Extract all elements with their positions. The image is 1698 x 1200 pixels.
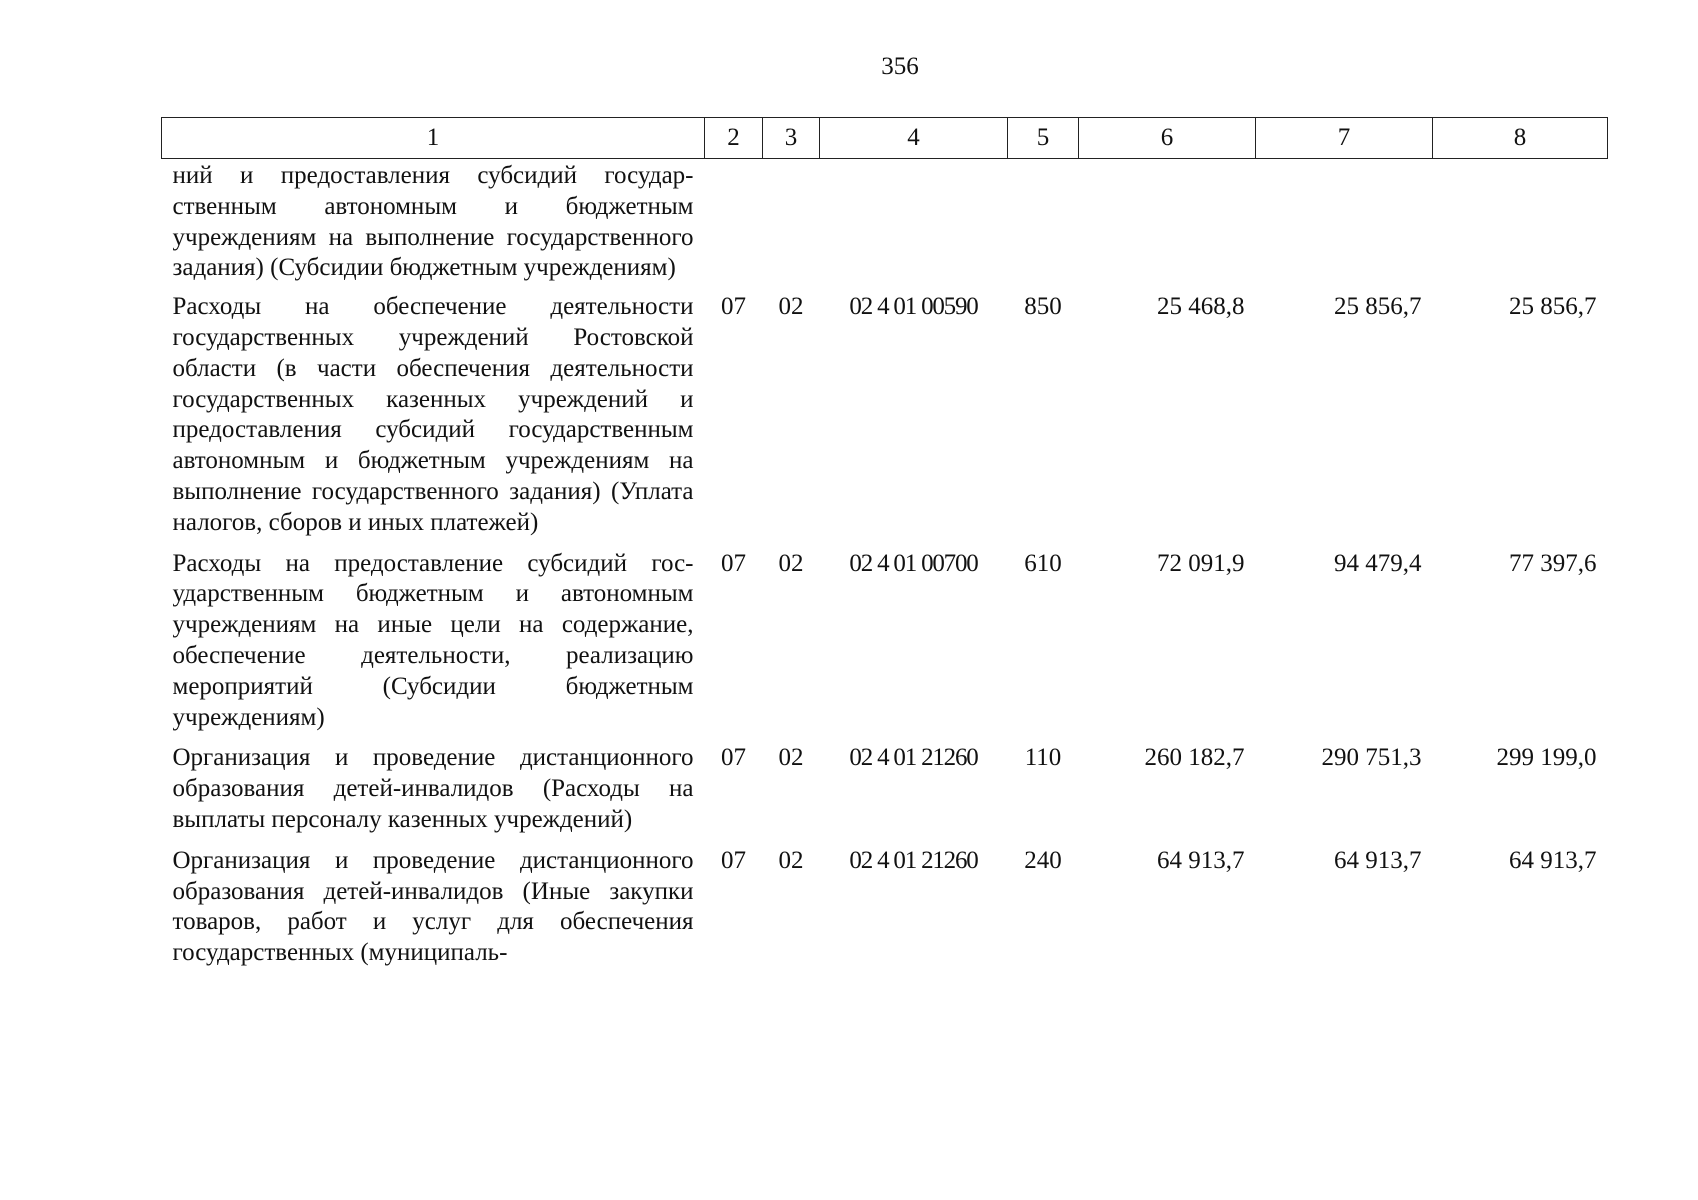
page-number: 356 <box>881 53 919 80</box>
empty-cell <box>1256 159 1433 291</box>
column-header-4: 4 <box>820 118 1008 159</box>
row-target-article-code: 02 4 01 21260 <box>849 744 978 772</box>
row-subsection-code: 02 <box>778 549 804 577</box>
row-section-code: 07 <box>721 846 746 874</box>
row-target-article-code: 02 4 01 00700 <box>849 549 978 577</box>
row-amount-col7: 290 751,3 <box>1321 744 1422 772</box>
row-amount-col8: 77 397,6 <box>1509 549 1597 577</box>
row-amount-col8: 64 913,7 <box>1509 846 1597 874</box>
row-amount-col6: 72 091,9 <box>1157 549 1245 577</box>
header-row <box>162 118 1608 159</box>
row-description: Расходы на обеспечение деятельности государственных учреждений Ростовской области (в части обеспечения деятельности государственных казенных учреждений и предоставления субсидий государственным автономным и бюджетным учреждениям на выполнение государственного задания) (Уплата налогов, сборов и иных платежей) <box>172 293 694 536</box>
row-target-article-code: 02 4 01 21260 <box>849 846 978 874</box>
row-amount-col7: 94 479,4 <box>1334 549 1422 577</box>
row-subsection-code: 02 <box>778 293 804 321</box>
column-header-2: 2 <box>705 118 763 159</box>
row-description: ний и предоставления субсидий государственным автономным и бюджетным учреждениям на выполнение государственного задания) (Субсидии бюджетным учреждениям) <box>172 162 694 282</box>
row-expense-type-code: 110 <box>1024 744 1062 772</box>
empty-cell <box>820 159 1008 291</box>
row-description: Расходы на предоставление субсидий государственным бюджетным и автономным учреждениям на иные цели на содержание, обеспечение деятельности, реализацию мероприятий (Субсидии бюджетным учреждениям) <box>172 549 694 731</box>
row-expense-type-code: 240 <box>1024 846 1062 874</box>
row-amount-col6: 64 913,7 <box>1157 846 1245 874</box>
row-amount-col6: 25 468,8 <box>1157 293 1245 321</box>
table-row <box>162 844 1608 977</box>
row-amount-col6: 260 182,7 <box>1144 744 1245 772</box>
column-header-6: 6 <box>1079 118 1256 159</box>
empty-cell <box>763 159 820 291</box>
row-description: Организация и проведение дистанционного образования детей-инвалидов (Иные закупки товаров, работ и услуг для обеспечения государственных (муниципаль- <box>172 846 694 967</box>
row-subsection-code: 02 <box>778 846 804 874</box>
table-header <box>162 118 1608 159</box>
row-amount-col7: 25 856,7 <box>1334 293 1422 321</box>
empty-cell <box>1079 159 1256 291</box>
table-row <box>162 290 1608 546</box>
empty-cell <box>705 159 763 291</box>
table-row <box>162 547 1608 742</box>
budget-table <box>161 117 1608 977</box>
column-header-1: 1 <box>162 118 705 159</box>
table-body <box>162 159 1608 977</box>
empty-cell <box>1433 159 1608 291</box>
row-section-code: 07 <box>721 293 746 321</box>
row-section-code: 07 <box>721 744 746 772</box>
row-subsection-code: 02 <box>778 744 804 772</box>
row-amount-col8: 299 199,0 <box>1496 744 1597 772</box>
row-description: Организация и проведение дистанционного образования детей-инвалидов (Расходы на выплаты персоналу казенных учреждений) <box>172 744 694 833</box>
row-section-code: 07 <box>721 549 746 577</box>
column-header-7: 7 <box>1256 118 1433 159</box>
column-header-3: 3 <box>763 118 820 159</box>
table-row-continuation <box>162 159 1608 291</box>
empty-cell <box>1008 159 1079 291</box>
column-header-5: 5 <box>1008 118 1079 159</box>
row-amount-col8: 25 856,7 <box>1509 293 1597 321</box>
row-expense-type-code: 610 <box>1024 549 1062 577</box>
column-header-8: 8 <box>1433 118 1608 159</box>
row-expense-type-code: 850 <box>1024 293 1062 321</box>
row-target-article-code: 02 4 01 00590 <box>849 293 978 321</box>
row-amount-col7: 64 913,7 <box>1334 846 1422 874</box>
table-row <box>162 741 1608 843</box>
